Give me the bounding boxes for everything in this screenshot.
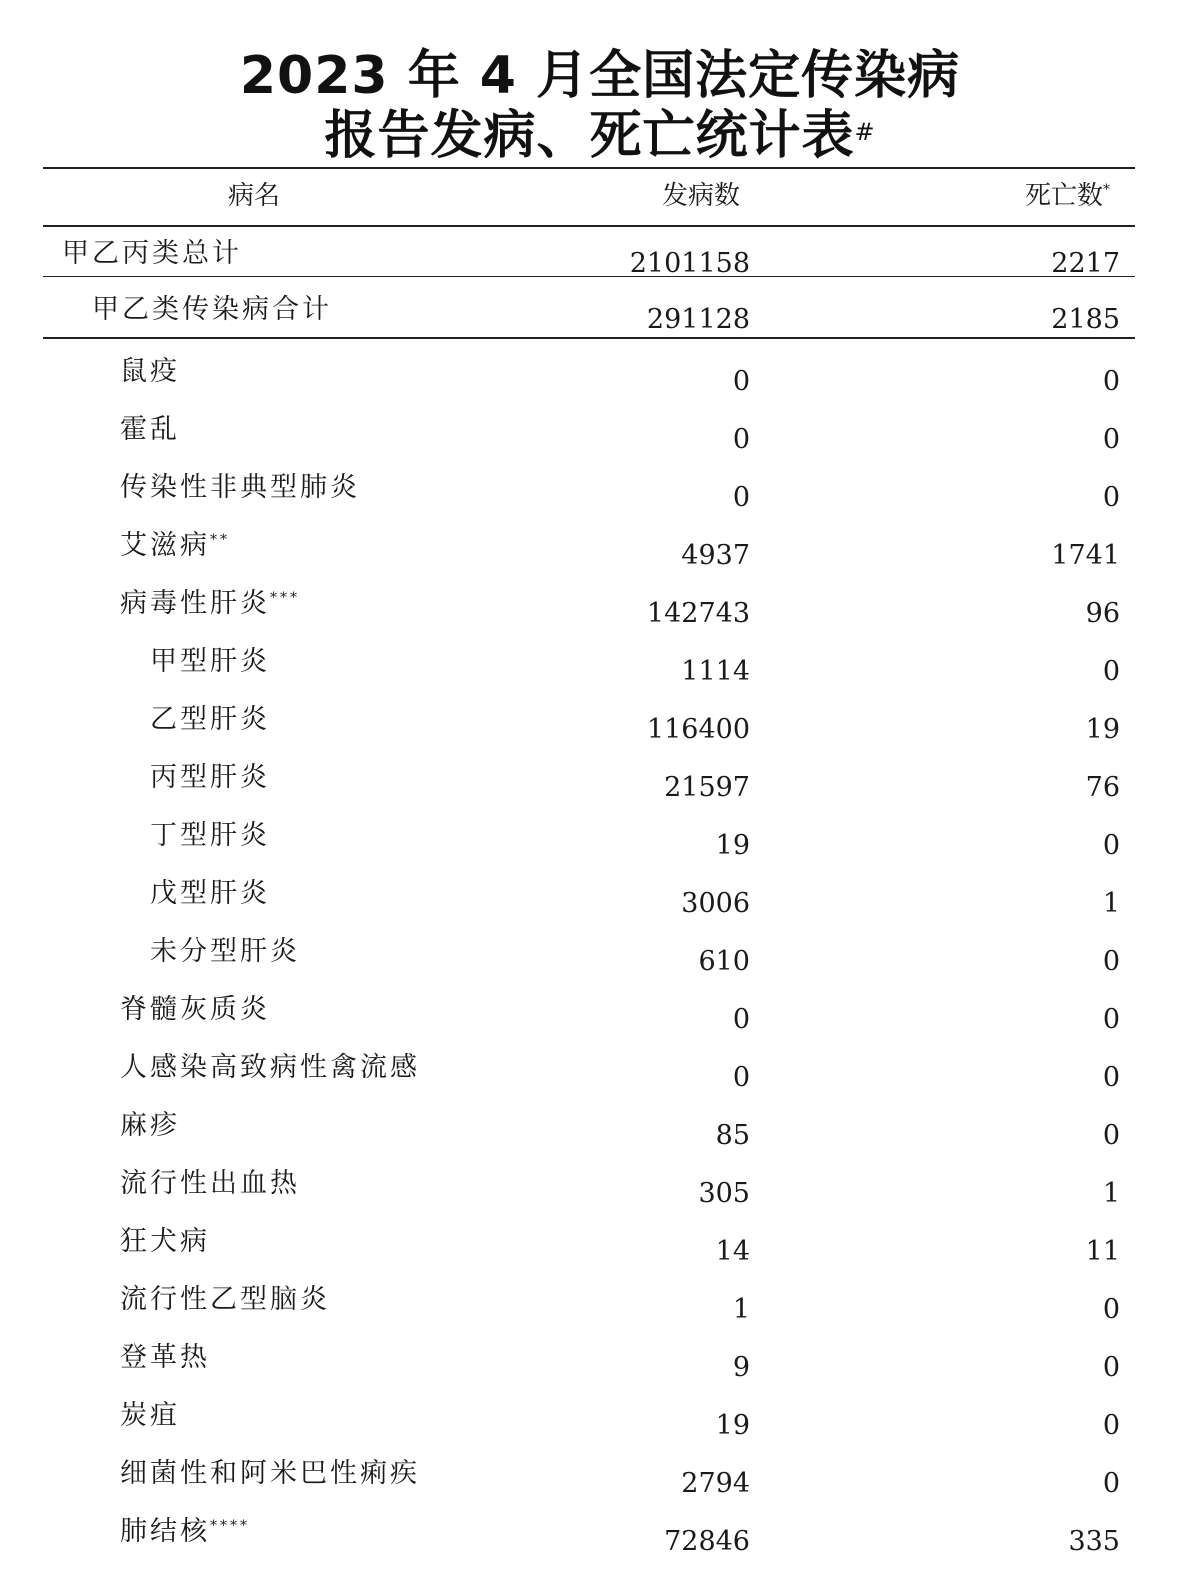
- disease-name: [150, 932, 300, 972]
- deaths-value: 335: [1068, 1526, 1120, 1557]
- disease-name-text: 细菌性和阿米巴性痢疾: [120, 1458, 420, 1489]
- disease-name: [120, 1396, 180, 1436]
- table-row: [0, 1164, 1200, 1209]
- disease-name-text: 甲乙类传染病合计: [92, 294, 332, 325]
- table-row: [0, 642, 1200, 687]
- disease-name-text: 乙型肝炎: [150, 704, 270, 735]
- deaths-value: 2185: [1051, 304, 1120, 335]
- disease-name-text: 霍乱: [120, 414, 180, 445]
- incidence-value: 0: [732, 482, 750, 513]
- deaths-value: 0: [1102, 1004, 1120, 1035]
- disease-name: [120, 990, 270, 1030]
- incidence-value: 0: [732, 1004, 750, 1035]
- header-bottom-rule: [43, 225, 1135, 227]
- table-row: [0, 700, 1200, 745]
- incidence-value: 19: [715, 830, 750, 861]
- disease-name-text: 登革热: [120, 1342, 210, 1373]
- incidence-value: 305: [698, 1178, 750, 1209]
- deaths-value: 1741: [1051, 540, 1120, 571]
- incidence-value: 21597: [664, 772, 750, 803]
- column-header-deaths-text: 死亡数: [1025, 181, 1104, 211]
- disease-name: [120, 1454, 420, 1494]
- table-row: [0, 290, 1200, 335]
- disease-name: [120, 584, 300, 624]
- disease-name-text: 人感染高致病性禽流感: [120, 1052, 420, 1083]
- disease-name-text: 病毒性肝炎: [120, 588, 270, 619]
- deaths-value: 0: [1102, 656, 1120, 687]
- table-row: [0, 1454, 1200, 1499]
- deaths-value: 0: [1102, 946, 1120, 977]
- table-row: [0, 932, 1200, 977]
- incidence-value: 72846: [664, 1526, 750, 1557]
- disease-name-text: 艾滋病: [120, 530, 210, 561]
- table-row: [0, 352, 1200, 397]
- table-row: [0, 816, 1200, 861]
- deaths-value: 0: [1102, 482, 1120, 513]
- disease-name: [120, 1222, 210, 1262]
- disease-name: [120, 1338, 210, 1378]
- table-row: [0, 468, 1200, 513]
- deaths-value: 0: [1102, 830, 1120, 861]
- footnote-mark: ****: [210, 1518, 250, 1534]
- disease-name-text: 炭疽: [120, 1400, 180, 1431]
- table-top-rule: [43, 167, 1135, 169]
- deaths-value: 0: [1102, 1468, 1120, 1499]
- deaths-footnote-mark: *: [1103, 182, 1111, 198]
- deaths-value: 1: [1102, 1178, 1120, 1209]
- deaths-value: 2217: [1051, 248, 1120, 279]
- title-line-2: [0, 106, 1200, 166]
- table-row: [0, 234, 1200, 279]
- deaths-value: 1: [1102, 888, 1120, 919]
- disease-name: [150, 874, 270, 914]
- title-footnote-mark: #: [854, 118, 876, 146]
- disease-name: [150, 758, 270, 798]
- disease-name-text: 未分型肝炎: [150, 936, 300, 967]
- disease-name: [150, 700, 270, 740]
- disease-name: [62, 234, 242, 274]
- disease-name: [120, 468, 360, 508]
- deaths-value: 0: [1102, 424, 1120, 455]
- disease-name-text: 丁型肝炎: [150, 820, 270, 851]
- disease-name-text: 鼠疫: [120, 356, 180, 387]
- disease-name-text: 甲乙丙类总计: [62, 238, 242, 269]
- table-row: [0, 758, 1200, 803]
- disease-name: [120, 526, 230, 566]
- table-row: [0, 1396, 1200, 1441]
- deaths-value: 0: [1102, 1352, 1120, 1383]
- table-row: [0, 526, 1200, 571]
- deaths-value: 76: [1085, 772, 1120, 803]
- incidence-value: 610: [698, 946, 750, 977]
- disease-name-text: 肺结核: [120, 1516, 210, 1547]
- deaths-value: 0: [1102, 366, 1120, 397]
- table-row: [0, 874, 1200, 919]
- incidence-value: 0: [732, 1062, 750, 1093]
- disease-name-text: 甲型肝炎: [150, 646, 270, 677]
- incidence-value: 3006: [681, 888, 750, 919]
- table-row: [0, 1338, 1200, 1383]
- incidence-value: 0: [732, 424, 750, 455]
- table-row: [0, 1280, 1200, 1325]
- disease-name: [92, 290, 332, 330]
- disease-name-text: 狂犬病: [120, 1226, 210, 1257]
- disease-name-text: 脊髓灰质炎: [120, 994, 270, 1025]
- deaths-value: 11: [1085, 1236, 1120, 1267]
- table-row: [0, 1512, 1200, 1557]
- disease-name: [120, 1512, 250, 1552]
- disease-name: [120, 1280, 330, 1320]
- column-header-deaths: [1025, 176, 1110, 216]
- table-row: [0, 410, 1200, 455]
- incidence-value: 0: [732, 366, 750, 397]
- disease-name: [150, 816, 270, 856]
- disease-name: [150, 642, 270, 682]
- incidence-value: 85: [715, 1120, 750, 1151]
- deaths-value: 96: [1085, 598, 1120, 629]
- disease-name-text: 戊型肝炎: [150, 878, 270, 909]
- disease-name-text: 流行性出血热: [120, 1168, 300, 1199]
- incidence-value: 14: [715, 1236, 750, 1267]
- deaths-value: 0: [1102, 1410, 1120, 1441]
- disease-name: [120, 352, 180, 392]
- incidence-value: 291128: [646, 304, 750, 335]
- table-row: [0, 1222, 1200, 1267]
- incidence-value: 19: [715, 1410, 750, 1441]
- deaths-value: 0: [1102, 1294, 1120, 1325]
- column-header-incidence: 发病数: [662, 181, 741, 211]
- incidence-value: 1114: [681, 656, 750, 687]
- incidence-value: 116400: [646, 714, 750, 745]
- incidence-value: 9: [732, 1352, 750, 1383]
- disease-name-text: 传染性非典型肺炎: [120, 472, 360, 503]
- deaths-value: 19: [1085, 714, 1120, 745]
- disease-name: [120, 410, 180, 450]
- table-row: [0, 990, 1200, 1035]
- disease-name: [120, 1048, 420, 1088]
- table-row: [0, 1048, 1200, 1093]
- table-row: [0, 584, 1200, 629]
- disease-name-text: 流行性乙型脑炎: [120, 1284, 330, 1315]
- disease-name: [120, 1106, 180, 1146]
- incidence-value: 142743: [646, 598, 750, 629]
- incidence-value: 2794: [681, 1468, 750, 1499]
- incidence-value: 2101158: [629, 248, 750, 279]
- footnote-mark: **: [210, 532, 230, 548]
- disease-name-text: 丙型肝炎: [150, 762, 270, 793]
- incidence-value: 4937: [681, 540, 750, 571]
- table-row: [0, 1106, 1200, 1151]
- title-line-2-text: 报告发病、死亡统计表: [324, 106, 855, 166]
- column-header-name: 病名: [228, 181, 281, 211]
- deaths-value: 0: [1102, 1062, 1120, 1093]
- disease-name-text: 麻疹: [120, 1110, 180, 1141]
- title-line-1: 2023 年 4 月全国法定传染病: [239, 46, 961, 106]
- incidence-value: 1: [732, 1294, 750, 1325]
- disease-name: [120, 1164, 300, 1204]
- footnote-mark: ***: [270, 590, 300, 606]
- deaths-value: 0: [1102, 1120, 1120, 1151]
